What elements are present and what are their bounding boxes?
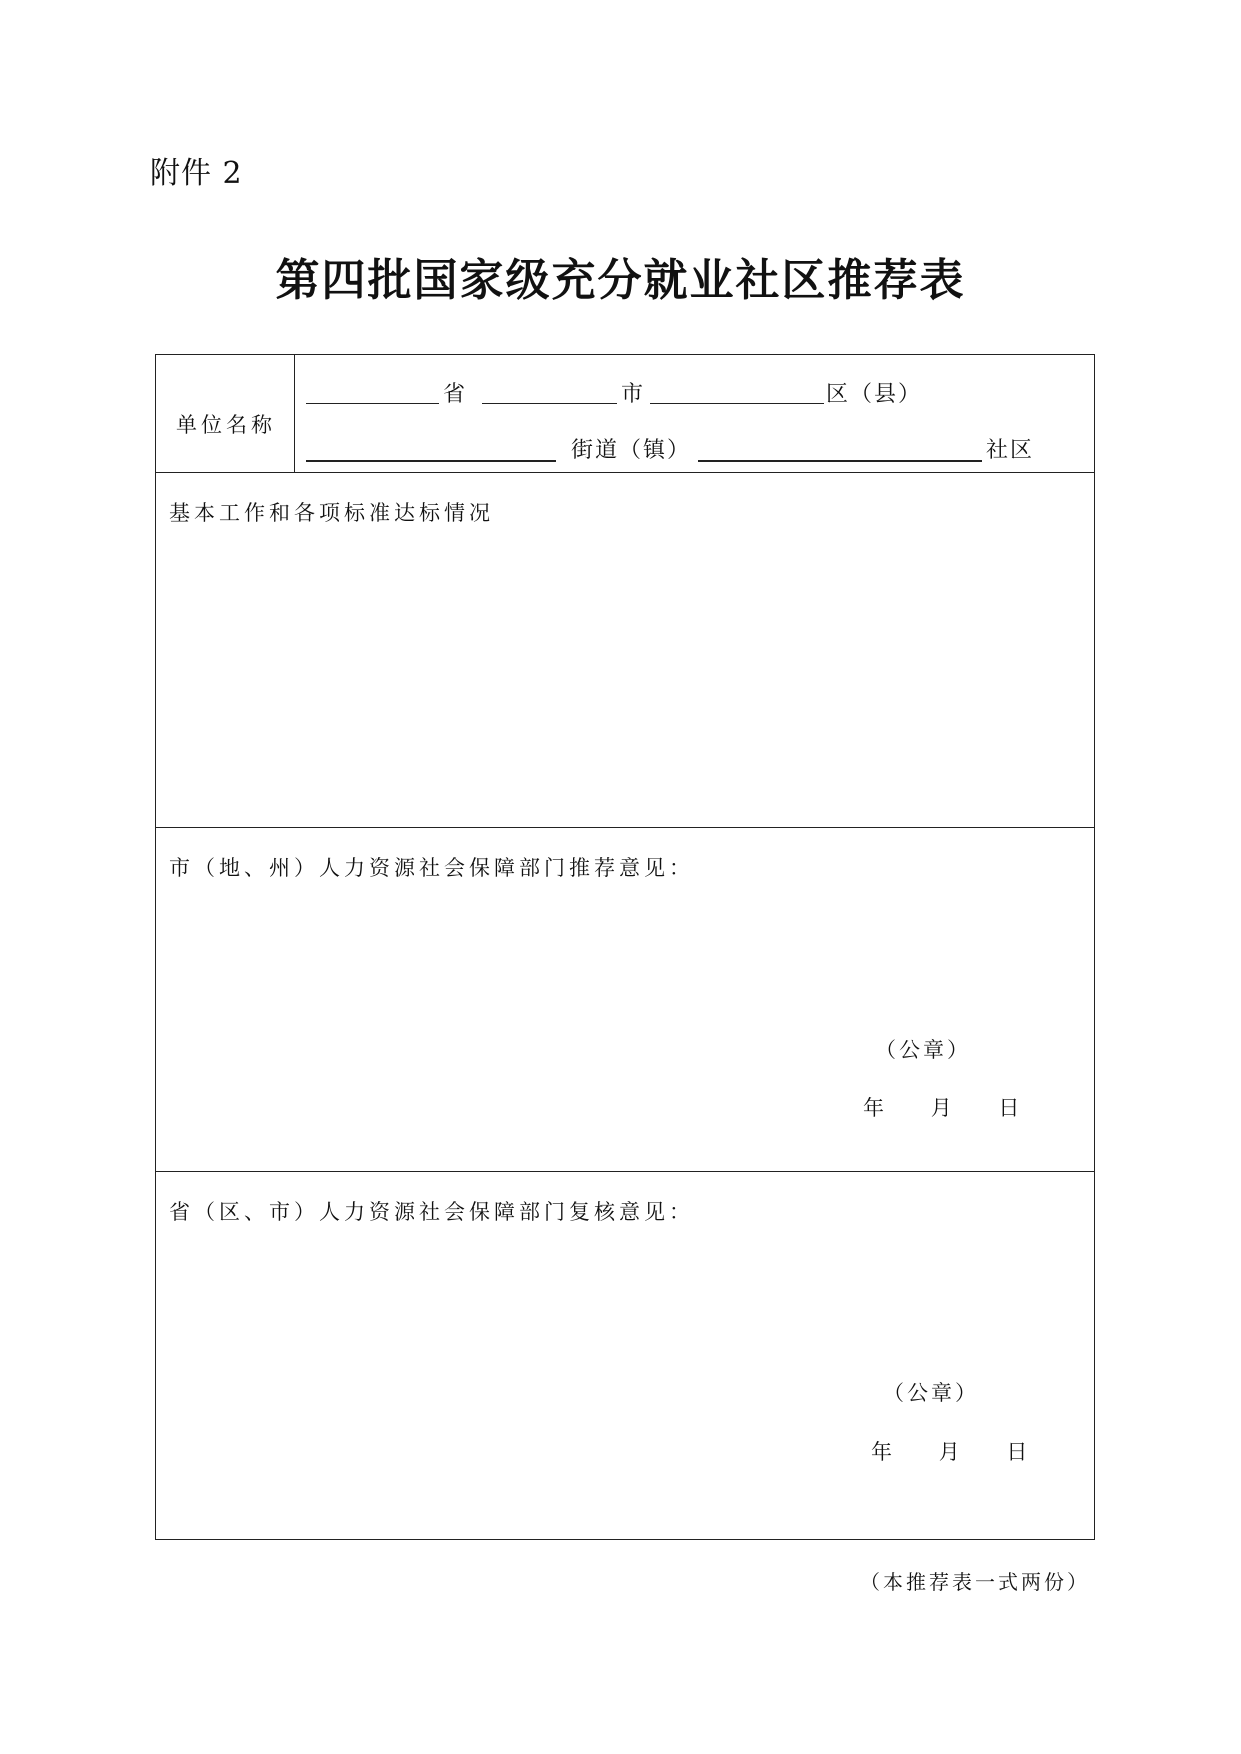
unit-name-label-cell — [156, 355, 295, 472]
unit-name-row — [156, 355, 1094, 473]
recommendation-form — [155, 354, 1095, 1540]
community-suffix: 社区 — [986, 438, 1035, 463]
province-date — [871, 1436, 1030, 1466]
province-suffix: 省 — [443, 382, 468, 407]
unit-name-label: 单位名称 — [176, 413, 276, 437]
city-blank[interactable] — [482, 403, 617, 404]
city-suffix: 市 — [621, 382, 646, 407]
province-blank[interactable] — [306, 403, 439, 404]
city-date — [863, 1092, 1022, 1122]
province-opinion-label: 省（区、市）人力资源社会保障部门复核意见： — [169, 1200, 694, 1224]
street-blank[interactable] — [306, 460, 556, 462]
city-date-month: 月 — [930, 1096, 955, 1120]
province-date-day: 日 — [1006, 1440, 1031, 1464]
street-suffix: 街道（镇） — [571, 438, 692, 463]
basic-work-row[interactable] — [156, 473, 1094, 828]
province-date-month: 月 — [938, 1440, 963, 1464]
district-blank[interactable] — [650, 403, 824, 404]
city-date-day: 日 — [998, 1096, 1023, 1120]
basic-work-label: 基本工作和各项标准达标情况 — [169, 501, 494, 525]
district-suffix: 区（县） — [826, 382, 923, 407]
community-blank[interactable] — [698, 460, 982, 462]
document-title: 第四批国家级充分就业社区推荐表 — [275, 255, 966, 306]
city-date-year: 年 — [863, 1096, 887, 1120]
attachment-label: 附件 2 — [150, 156, 243, 191]
city-opinion-row[interactable] — [156, 828, 1094, 1172]
province-opinion-row[interactable] — [156, 1172, 1094, 1540]
city-opinion-label: 市（地、州）人力资源社会保障部门推荐意见： — [169, 856, 694, 880]
city-seal-label: （公章） — [875, 1038, 971, 1062]
province-date-year: 年 — [871, 1440, 895, 1464]
footnote: （本推荐表一式两份） — [860, 1570, 1090, 1594]
province-seal-label: （公章） — [883, 1381, 979, 1405]
